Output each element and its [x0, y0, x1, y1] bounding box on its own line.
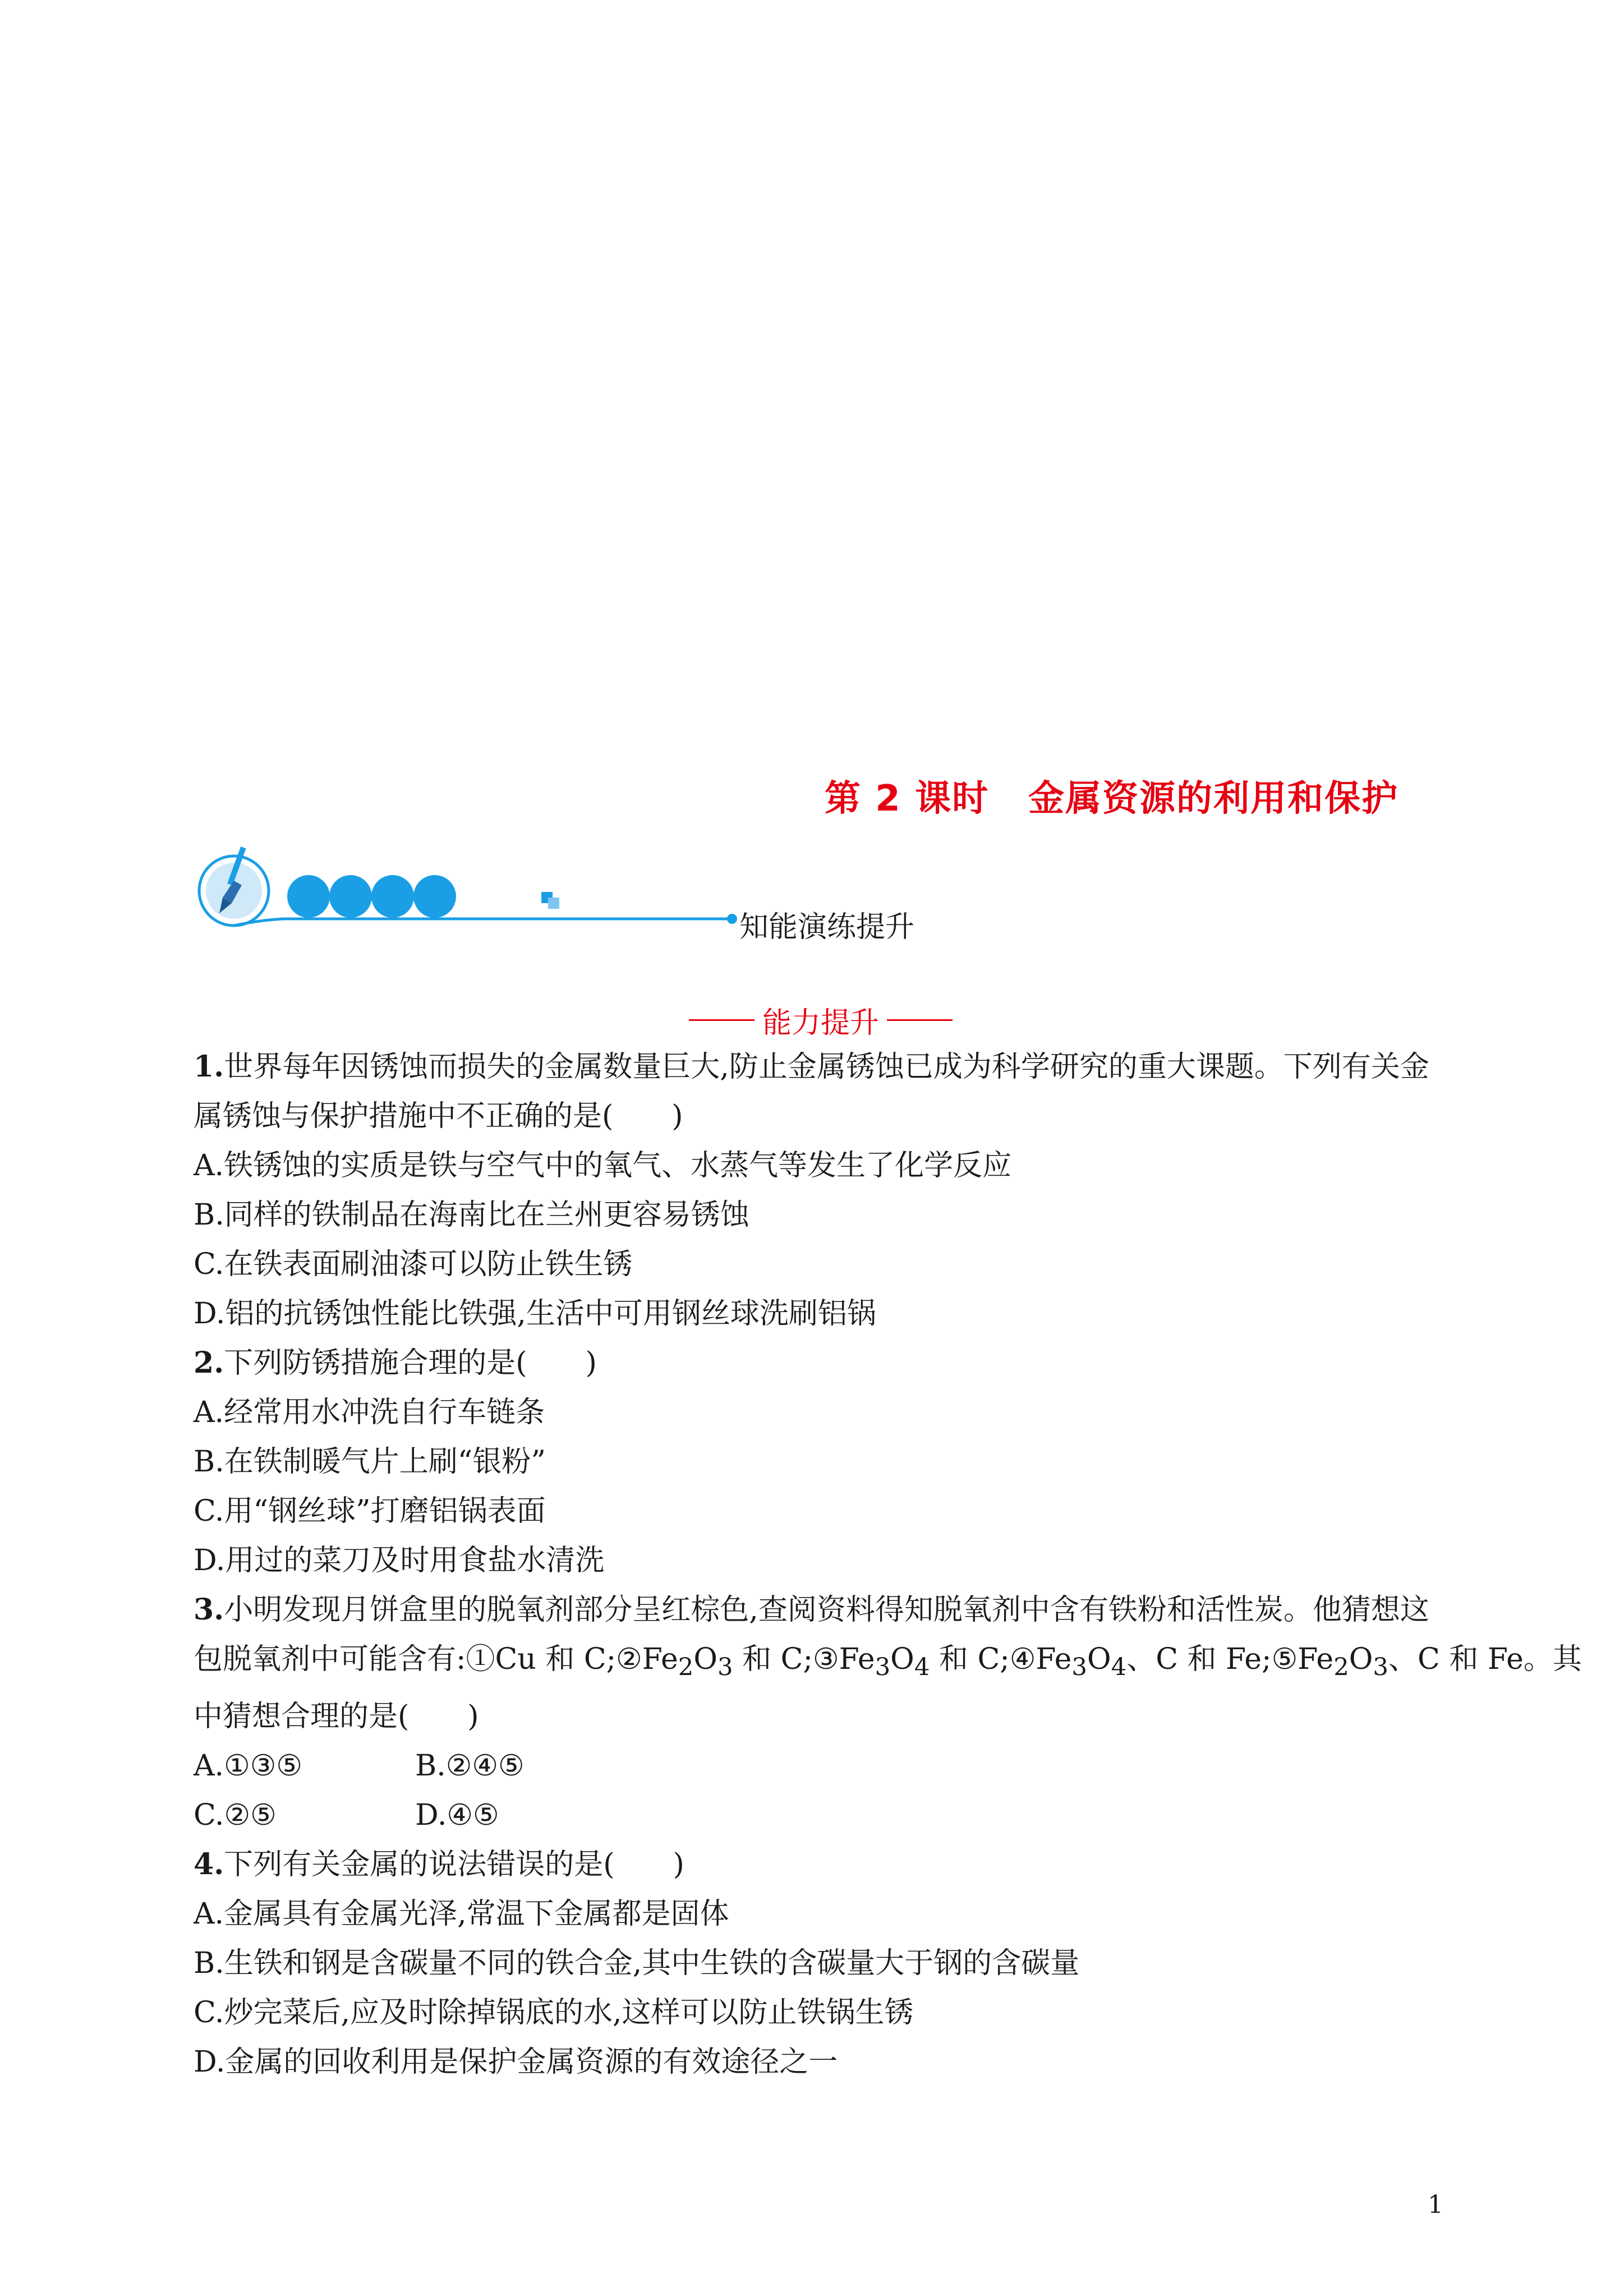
- banner-end-dot: [727, 914, 737, 924]
- question-4-option-a: A.金属具有金属光泽,常温下金属都是固体: [194, 1897, 729, 1931]
- question-3-stem-formulas: 包脱氧剂中可能含有:①Cu 和 $C;②Fe_2O_3$ 和 $C;③Fe_3O_4$ 和 $C;④Fe_3O_4$、C 和 $Fe;⑤Fe_2O_3$、C 和 Fe。其: [194, 1642, 1582, 1682]
- question-3-stem-end: 中猜想合理的是( ): [194, 1700, 479, 1734]
- question-2-option-d: D.用过的菜刀及时用食盐水清洗: [194, 1544, 605, 1577]
- heading-rule-left: [689, 1019, 755, 1021]
- question-1-option-c: C.在铁表面刷油漆可以防止铁生锈: [194, 1248, 633, 1281]
- question-1-stem-cont: 属锈蚀与保护措施中不正确的是( ): [194, 1099, 683, 1133]
- question-2-stem: 2.下列防锈措施合理的是( ): [194, 1346, 597, 1380]
- banner-dot-1: [287, 875, 330, 918]
- question-4-option-b: B.生铁和钢是含碳量不同的铁合金,其中生铁的含碳量大于钢的含碳量: [194, 1947, 1080, 1981]
- lesson-topic: 金属资源的利用和保护: [1028, 778, 1399, 820]
- question-list: [194, 1042, 1582, 2087]
- question-4-stem: 4.下列有关金属的说法错误的是( ): [194, 1847, 684, 1882]
- question-3-options-row-2: [194, 1791, 1444, 1840]
- section-heading: [689, 1000, 953, 1039]
- page-number: 1: [1428, 2191, 1443, 2219]
- question-4-option-d: D.金属的回收利用是保护金属资源的有效途径之一: [194, 2045, 838, 2079]
- banner-dot-4: [413, 875, 456, 918]
- question-3-option-d: D.④⑤: [415, 1798, 499, 1833]
- lesson-title: [825, 770, 1498, 821]
- banner-dot-3: [371, 875, 414, 918]
- question-2-option-b: B.在铁制暖气片上刷“银粉”: [194, 1445, 546, 1479]
- question-4-option-c: C.炒完菜后,应及时除掉锅底的水,这样可以防止铁锅生锈: [194, 1996, 914, 2030]
- question-1-stem: 1.世界每年因锈蚀而损失的金属数量巨大,防止金属锈蚀已成为科学研究的重大课题。下列有关金: [194, 1050, 1429, 1084]
- question-2-option-c: C.用“钢丝球”打磨铝锅表面: [194, 1494, 546, 1528]
- heading-rule-right: [887, 1019, 953, 1021]
- question-3-options-row-1: [194, 1741, 1444, 1791]
- question-1-option-a: A.铁锈蚀的实质是铁与空气中的氧气、水蒸气等发生了化学反应: [194, 1149, 1012, 1182]
- question-1-option-b: B.同样的铁制品在海南比在兰州更容易锈蚀: [194, 1198, 749, 1232]
- question-2-option-a: A.经常用水冲洗自行车链条: [194, 1396, 545, 1429]
- lesson-number: 第 2 课时: [825, 778, 990, 820]
- banner-label: 知能演练提升: [739, 910, 915, 944]
- question-3-stem: 3.小明发现月饼盒里的脱氧剂部分呈红棕色,查阅资料得知脱氧剂中含有铁粉和活性炭。他猜想这: [194, 1593, 1429, 1627]
- question-3-option-a: A.①③⑤: [194, 1749, 302, 1783]
- banner-square-2: [548, 898, 559, 909]
- question-1-option-d: D.铝的抗锈蚀性能比铁强,生活中可用钢丝球洗刷铝锅: [194, 1297, 876, 1331]
- section-heading-text: 能力提升: [762, 1006, 880, 1040]
- question-3-option-c: C.②⑤: [194, 1798, 277, 1833]
- question-3-option-b: B.②④⑤: [415, 1749, 525, 1783]
- banner-dot-2: [329, 875, 372, 918]
